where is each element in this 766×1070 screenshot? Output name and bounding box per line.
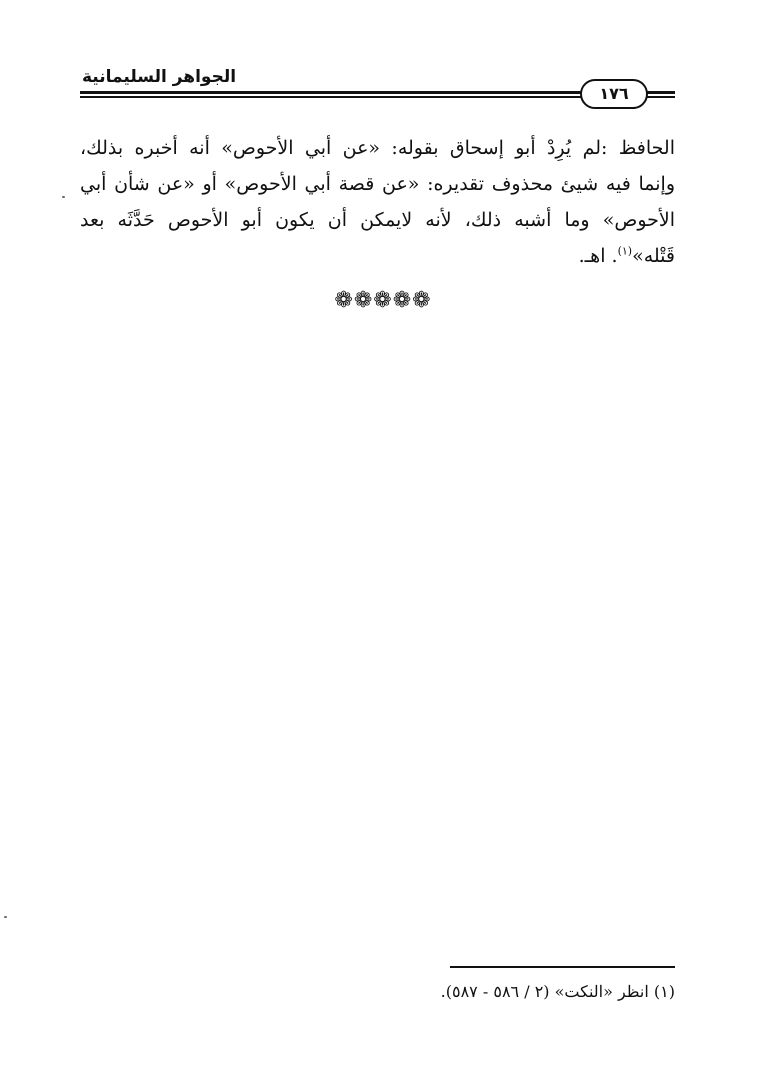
body-line-1: الحافظ :لم يُرِدْ أبو إسحاق بقوله: «عن أبي الأحوص» أنه أخبره بذلك، [80,137,676,159]
book-title: الجواهر السليمانية [82,67,237,87]
scan-speck [62,196,65,198]
body-line-4 [80,238,675,274]
page-number-badge [580,79,648,109]
last-line-text: قَتْله» [632,245,675,267]
body-line-2: وإنما فيه شيئ محذوف تقديره: «عن قصة أبي الأحوص» أو «عن شأن أبي [80,173,675,195]
footnote-reference: (١) [617,244,633,258]
ornament-divider: ❁❁❁❁❁ [334,288,432,313]
footnote: (١) انظر «النكت» (٢ / ٥٨٦ - ٥٨٧). [440,982,675,1001]
body-paragraph [80,130,675,274]
running-header [80,66,675,106]
scan-speck [4,916,7,918]
footnote-separator [450,966,675,968]
page-number: ١٧٦ [599,84,629,103]
body-line-3: الأحوص» وما أشبه ذلك، لأنه لايمكن أن يكون أبو الأحوص حَدَّثَه بعد [80,209,675,231]
last-line-end: . اهـ. [578,245,618,267]
